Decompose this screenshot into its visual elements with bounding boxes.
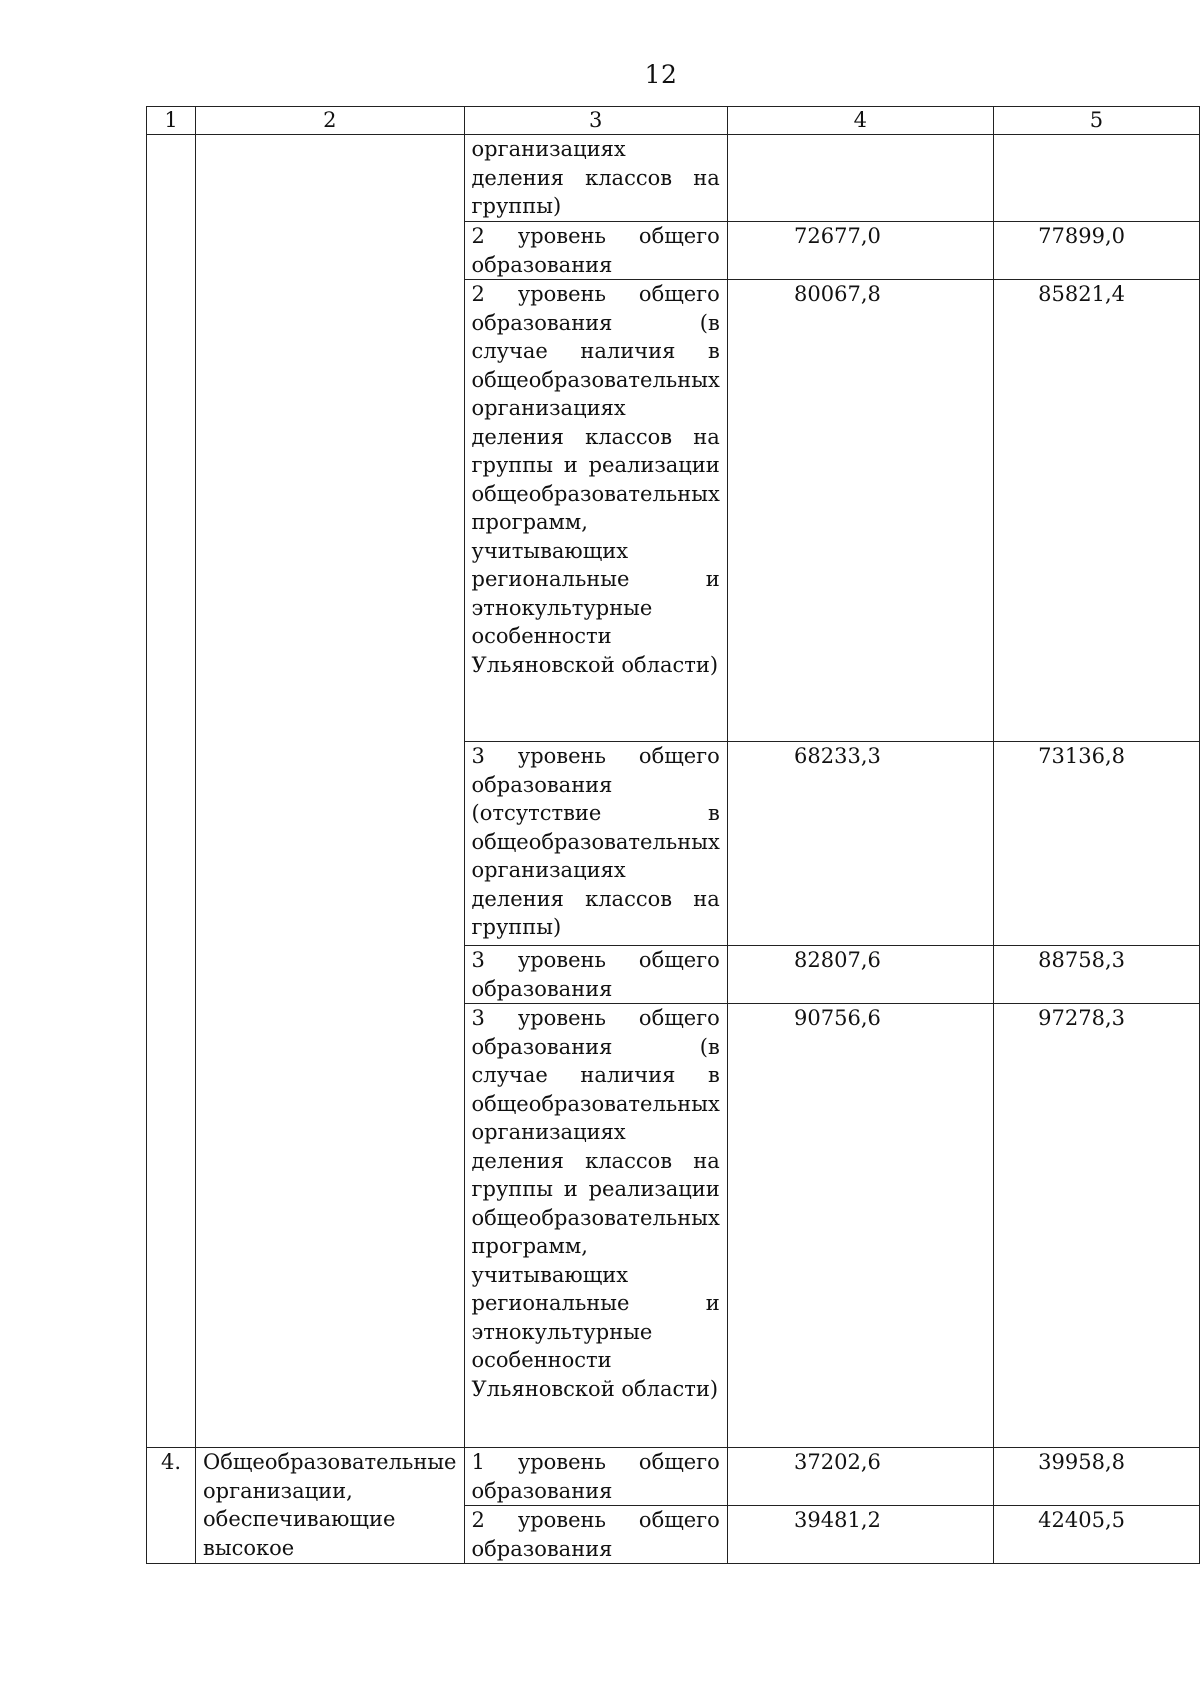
cell-education-level: 1 уровень общего образования: [464, 1448, 727, 1506]
cell-education-level: 2 уровень общего образования: [464, 222, 727, 280]
cell-institution-type: Общеобразовательные организации, обеспечивающие высокое: [196, 1448, 464, 1564]
column-header: 3: [464, 107, 727, 135]
cell-value-col5: 42405,5: [993, 1506, 1199, 1564]
table-row: [147, 135, 1200, 222]
page-number: 12: [644, 60, 678, 89]
cell-education-level: 3 уровень общего образования: [464, 946, 727, 1004]
cell-education-level: 2 уровень общего образования (в случае наличия в общеобразовательных организациях деления классов на группы и реализации общеобразовательных программ, учитывающих региональные и этнокультурные особенности Ульяновской области): [464, 280, 727, 742]
cell-value-col4: 68233,3: [727, 742, 993, 946]
column-header: 4: [727, 107, 993, 135]
cell-number: 4.: [147, 1448, 196, 1564]
column-header: 1: [147, 107, 196, 135]
cell-value-col4: 80067,8: [727, 280, 993, 742]
cell-value-col5: 85821,4: [993, 280, 1199, 742]
cell-value-col4: 72677,0: [727, 222, 993, 280]
cell-number: [147, 135, 196, 1448]
cell-education-level: 3 уровень общего образования (в случае наличия в общеобразовательных организациях деления классов на группы и реализации общеобразовательных программ, учитывающих региональные и этнокультурные особенности Ульяновской области): [464, 1004, 727, 1448]
cell-value-col4: [727, 135, 993, 222]
cell-value-col5: 77899,0: [993, 222, 1199, 280]
cell-value-col4: 37202,6: [727, 1448, 993, 1506]
cell-education-level: организациях деления классов на группы): [464, 135, 727, 222]
cell-value-col5: [993, 135, 1199, 222]
cell-institution-type: [196, 135, 464, 1448]
cell-value-col4: 90756,6: [727, 1004, 993, 1448]
cell-value-col5: 39958,8: [993, 1448, 1199, 1506]
table-row: [147, 1448, 1200, 1506]
cell-value-col5: 88758,3: [993, 946, 1199, 1004]
column-header: 5: [993, 107, 1199, 135]
cell-value-col4: 39481,2: [727, 1506, 993, 1564]
cell-value-col5: 97278,3: [993, 1004, 1199, 1448]
data-table: [146, 106, 1200, 1564]
cell-value-col5: 73136,8: [993, 742, 1199, 946]
cell-education-level: 2 уровень общего образования: [464, 1506, 727, 1564]
cell-value-col4: 82807,6: [727, 946, 993, 1004]
column-header: 2: [196, 107, 464, 135]
table-header-row: [147, 107, 1200, 135]
cell-education-level: 3 уровень общего образования (отсутствие в общеобразовательных организациях деления классов на группы): [464, 742, 727, 946]
